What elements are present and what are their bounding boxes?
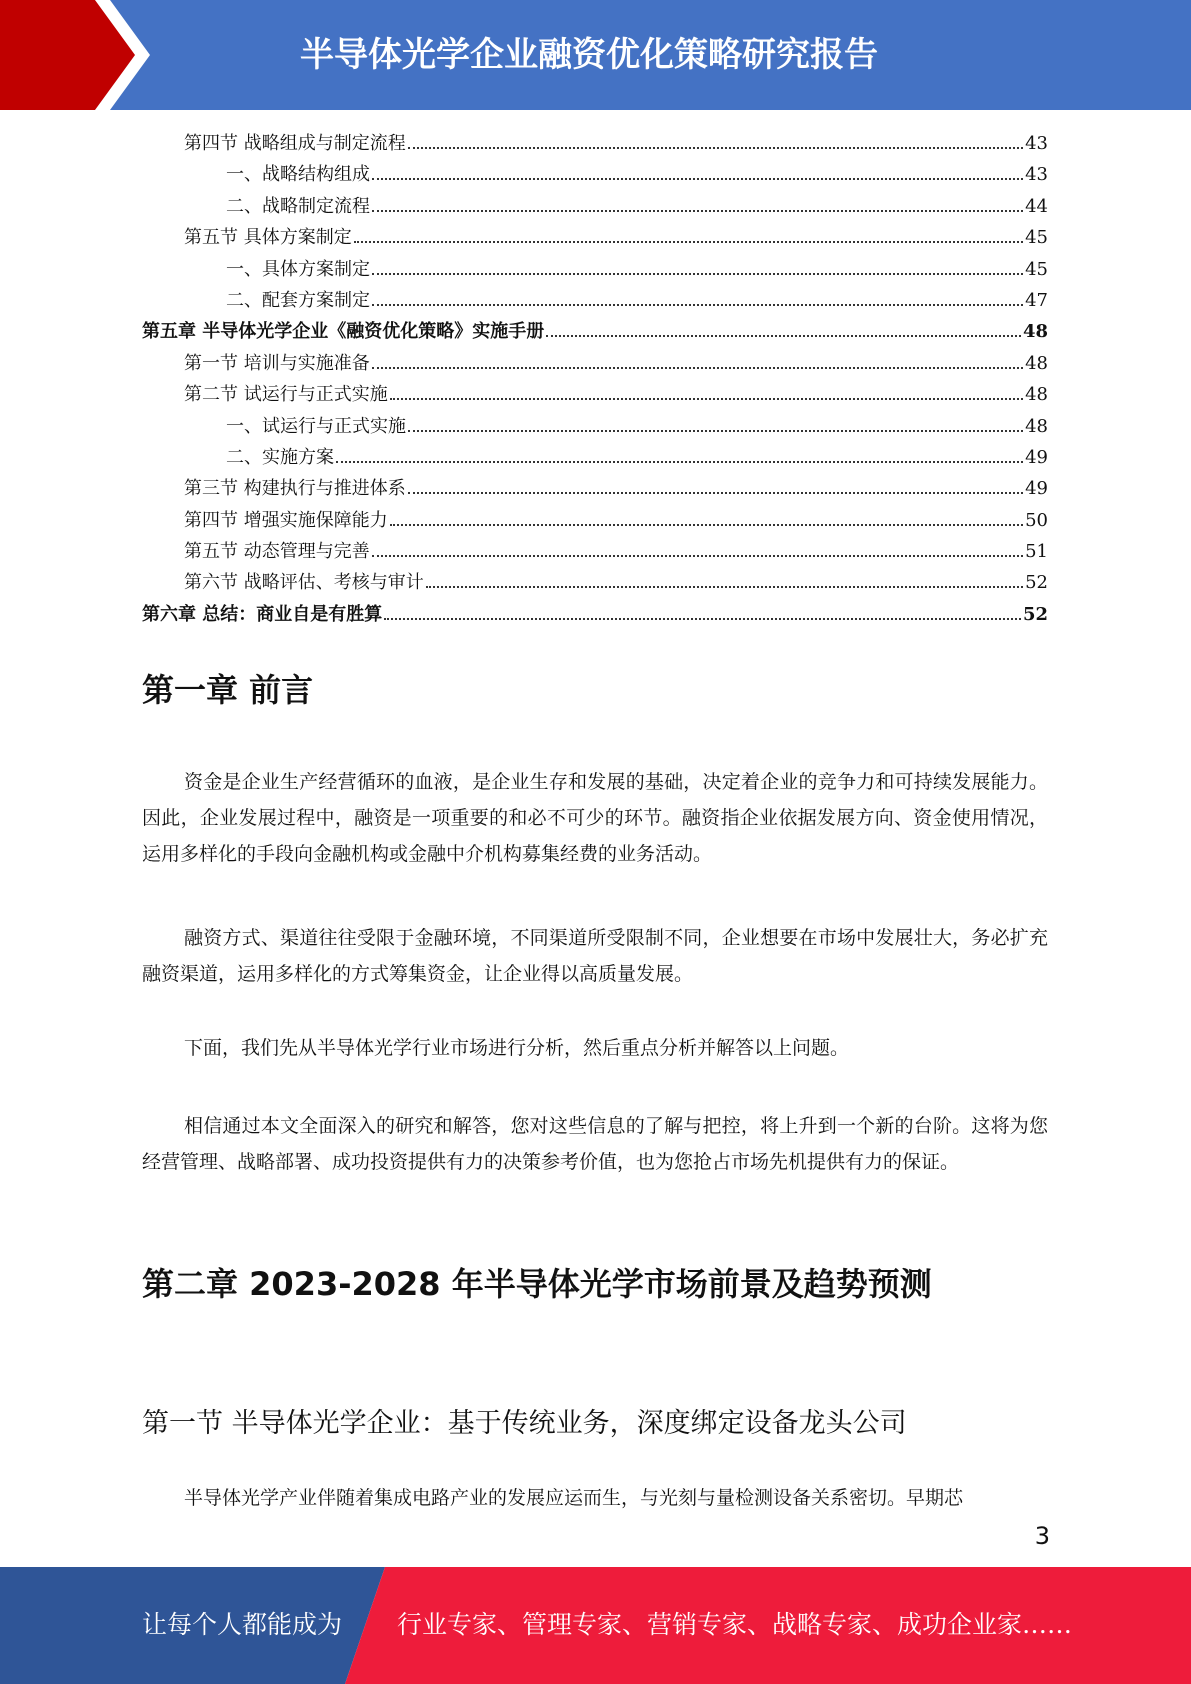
toc-entry-page: 47 (1025, 289, 1048, 311)
toc-entry[interactable] (142, 536, 1048, 567)
toc-entry-page: 43 (1025, 133, 1048, 154)
toc-entry-label: 一、试运行与正式实施 (226, 415, 406, 437)
toc-entry-page: 51 (1025, 541, 1048, 563)
toc-entry[interactable] (142, 505, 1048, 536)
page-footer (0, 1567, 1191, 1684)
header-red-block (0, 0, 148, 110)
toc-dot-leader (426, 586, 1023, 588)
toc-entry-label: 第四节 战略组成与制定流程 (184, 133, 406, 154)
toc-dot-leader (390, 524, 1023, 526)
toc-entry-page: 49 (1025, 446, 1048, 468)
paragraph: 相信通过本文全面深入的研究和解答，您对这些信息的了解与把控，将上升到一个新的台阶。这将为您经营管理、战略部署、成功投资提供有力的决策参考价值，也为您抢占市场先机提供有力的保证。 (142, 1115, 1048, 1173)
toc-entry-label: 第五章 半导体光学企业《融资优化策略》实施手册 (142, 321, 545, 343)
toc-entry-label: 第三节 构建执行与推进体系 (184, 478, 406, 500)
toc-entry-label: 一、具体方案制定 (226, 258, 370, 280)
chapter-heading: 第二章 2023-2028 年半导体光学市场前景及趋势预测 (142, 1265, 932, 1303)
header-chevron-decoration (0, 0, 150, 110)
toc-dot-leader (546, 335, 1021, 337)
toc-dot-leader (372, 367, 1023, 369)
toc-entry-page: 52 (1022, 603, 1048, 625)
toc-entry[interactable] (142, 128, 1048, 159)
section-heading: 第一节 半导体光学企业：基于传统业务，深度绑定设备龙头公司 (142, 1408, 907, 1439)
toc-entry[interactable] (142, 567, 1048, 598)
table-of-contents (142, 128, 1048, 630)
toc-entry-page: 45 (1025, 258, 1048, 280)
toc-dot-leader (372, 178, 1023, 180)
toc-entry-page: 44 (1025, 195, 1048, 217)
toc-entry[interactable] (142, 316, 1048, 347)
toc-dot-leader (408, 430, 1023, 432)
toc-entry-label: 第四节 增强实施保障能力 (184, 509, 388, 531)
toc-entry-page: 50 (1025, 509, 1048, 531)
toc-entry-page: 48 (1025, 384, 1048, 406)
toc-entry-label: 第六节 战略评估、考核与审计 (184, 572, 424, 594)
toc-entry-page: 48 (1025, 415, 1048, 437)
toc-dot-leader (336, 461, 1023, 463)
toc-dot-leader (372, 304, 1023, 306)
paragraph: 半导体光学产业伴随着集成电路产业的发展应运而生，与光刻与量检测设备关系密切。早期芯 (184, 1487, 964, 1509)
toc-entry-label: 二、实施方案 (226, 446, 334, 468)
toc-entry[interactable] (142, 254, 1048, 285)
toc-dot-leader (390, 398, 1023, 400)
header-title: 半导体光学企业融资优化策略研究报告 (300, 35, 878, 75)
toc-entry-page: 52 (1025, 572, 1048, 594)
toc-dot-leader (372, 210, 1023, 212)
toc-dot-leader (354, 241, 1023, 243)
paragraph: 融资方式、渠道往往受限于金融环境，不同渠道所受限制不同，企业想要在市场中发展壮大，务必扩充融资渠道，运用多样化的方式筹集资金，让企业得以高质量发展。 (142, 927, 1048, 985)
toc-entry-page: 48 (1025, 352, 1048, 374)
toc-entry-label: 第六章 总结：商业自是有胜算 (142, 603, 383, 625)
toc-entry[interactable] (142, 411, 1048, 442)
toc-entry[interactable] (142, 285, 1048, 316)
toc-entry-label: 一、战略结构组成 (226, 164, 370, 186)
page-header (0, 0, 1191, 110)
paragraph: 下面，我们先从半导体光学行业市场进行分析，然后重点分析并解答以上问题。 (184, 1037, 850, 1059)
toc-dot-leader (372, 273, 1023, 275)
toc-entry-label: 第一节 培训与实施准备 (184, 352, 370, 374)
chapter-heading: 第一章 前言 (142, 671, 314, 709)
toc-dot-leader (384, 618, 1021, 620)
paragraph: 资金是企业生产经营循环的血液，是企业生存和发展的基础，决定着企业的竞争力和可持续发展能力。因此，企业发展过程中，融资是一项重要的和必不可少的环节。融资指企业依据发展方向、资金使用情况，运用多样化的手段向金融机构或金融中介机构募集经费的业务活动。 (142, 771, 1048, 865)
toc-entry-page: 49 (1025, 478, 1048, 500)
toc-entry-page: 43 (1025, 164, 1048, 186)
toc-entry-label: 第二节 试运行与正式实施 (184, 384, 388, 406)
toc-entry[interactable] (142, 159, 1048, 190)
toc-dot-leader (372, 555, 1023, 557)
toc-entry[interactable] (142, 473, 1048, 504)
toc-entry[interactable] (142, 442, 1048, 473)
page-number: 3 (1034, 1522, 1050, 1550)
footer-slogan-right: 行业专家、管理专家、营销专家、战略专家、成功企业家…… (397, 1610, 1073, 1639)
toc-entry-label: 第五节 具体方案制定 (184, 227, 352, 249)
toc-entry[interactable] (142, 222, 1048, 253)
toc-entry-label: 二、战略制定流程 (226, 195, 370, 217)
toc-entry-label: 第五节 动态管理与完善 (184, 541, 370, 563)
toc-entry[interactable] (142, 191, 1048, 222)
toc-entry[interactable] (142, 599, 1048, 630)
toc-entry[interactable] (142, 379, 1048, 410)
toc-entry-label: 二、配套方案制定 (226, 289, 370, 311)
footer-slogan-left: 让每个人都能成为 (142, 1610, 343, 1639)
toc-entry-page: 45 (1025, 227, 1048, 249)
toc-entry-page: 48 (1022, 321, 1048, 343)
toc-entry[interactable] (142, 348, 1048, 379)
toc-dot-leader (408, 147, 1023, 149)
toc-dot-leader (408, 492, 1023, 494)
